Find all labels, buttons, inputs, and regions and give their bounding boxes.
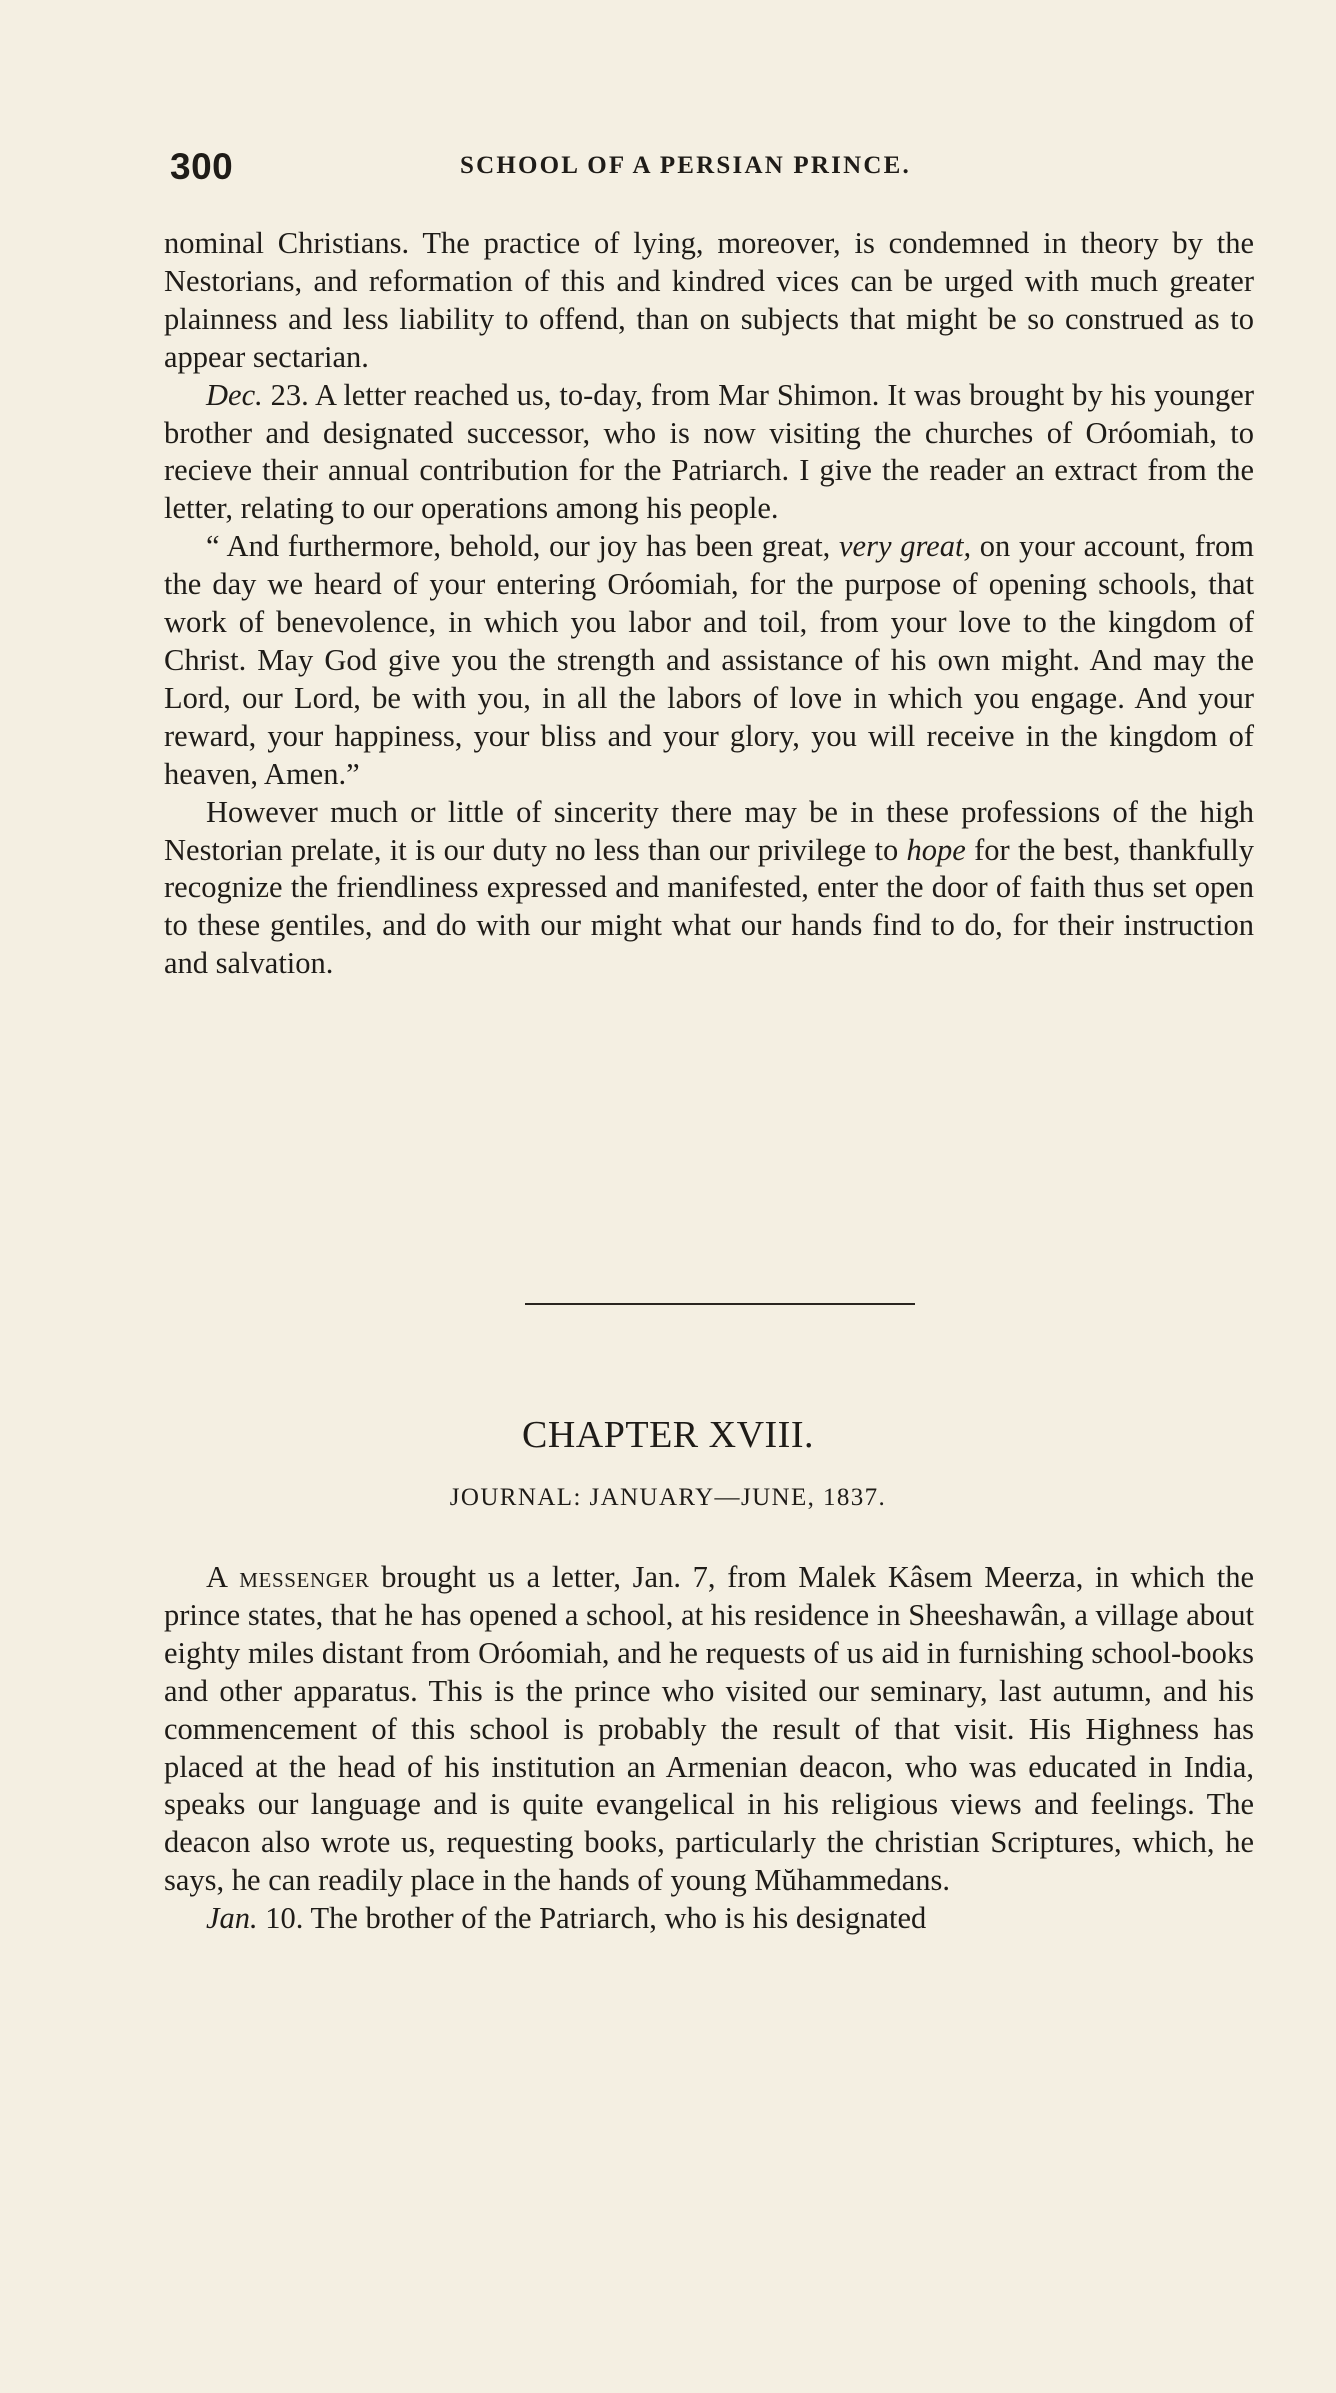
paragraph-messenger (164, 1559, 1254, 1900)
paragraph-text: “ And furthermore, behold, our joy has been great, (206, 529, 840, 564)
upper-text-block (164, 225, 1254, 983)
paragraph-text: brought us a letter, Jan. 7, from Malek Kâsem Meerza, in which the prince states, that he has opened a school, at his residence in Sheeshawân, a village about eighty miles distant from Oróomiah, and he requests of us aid in furnishing school-books and other apparatus. This is the prince who visited our seminary, last autumn, and his commencement of this school is probably the result of that visit. His Highness has placed at the head of his institution an Armenian deacon, who was educated in India, speaks our language and is quite evangelical in his religious views and feelings. The deacon also wrote us, requesting books, particularly the christian Scriptures, which, he says, he can readily place in the hands of young Mŭhammedans. (164, 1560, 1254, 1898)
paragraph-text: on your account, from the day we heard of your entering Oróomiah, for the purpose of opening schools, that work of benevolence, in which you labor and toil, from your love to the kingdom of Christ. May God give you the strength and assistance of his own might. And may the Lord, our Lord, be with you, in all the labors of love in which you engage. And your reward, your happiness, your bliss and your glory, you will receive in the kingdom of heaven, Amen.” (164, 529, 1255, 791)
lower-text-block (164, 1559, 1254, 1938)
page-number: 300 (170, 146, 234, 187)
paragraph-text: for the best, thankfully recognize the friendliness expressed and manifested, enter the door of faith thus set open to these gentiles, and do with our might what our hands find to do, for their instruction and salvation. (164, 832, 1254, 981)
paragraph-jan-10 (164, 1900, 1254, 1938)
page-header (170, 146, 1250, 190)
date-label: Dec. (206, 377, 263, 412)
paragraph-text: 23. A letter reached us, to-day, from Mar Shimon. It was brought by his younger brother and designated successor, who is now visiting the churches of Oróomiah, to recieve their annual contribution for the Patriarch. I give the reader an extract from the letter, relating to our operations among his people. (164, 377, 1254, 526)
emphasis-text: hope (906, 832, 966, 867)
paragraph-nominal-christians: nominal Christians. The practice of lying, moreover, is condemned in theory by the Nestorians, and reformation of this and kindred vices can be urged with much greater plainness and less liability to offend, than on subjects that might be so construed as to appear sectarian. (164, 226, 1254, 374)
chapter-subtitle: JOURNAL: JANUARY—JUNE, 1837. (449, 1484, 887, 1511)
paragraph-sincerity (164, 794, 1254, 984)
paragraph-text: However much or little of sincerity there may be in these professions of the high Nestorian prelate, it is our duty no less than our privilege to (164, 794, 1254, 867)
section-divider (525, 1303, 915, 1305)
paragraph-text: 10. The brother of the Patriarch, who is his designated (257, 1901, 927, 1936)
emphasis-text: very great, (839, 529, 972, 564)
running-title: SCHOOL OF A PERSIAN PRINCE. (460, 152, 911, 179)
date-label: Jan. (206, 1901, 258, 1936)
chapter-title: CHAPTER XVIII. (522, 1414, 814, 1456)
paragraph-dec-23 (164, 377, 1254, 529)
paragraph-letter-extract (164, 528, 1254, 793)
small-caps-lead: A messenger (206, 1560, 370, 1594)
